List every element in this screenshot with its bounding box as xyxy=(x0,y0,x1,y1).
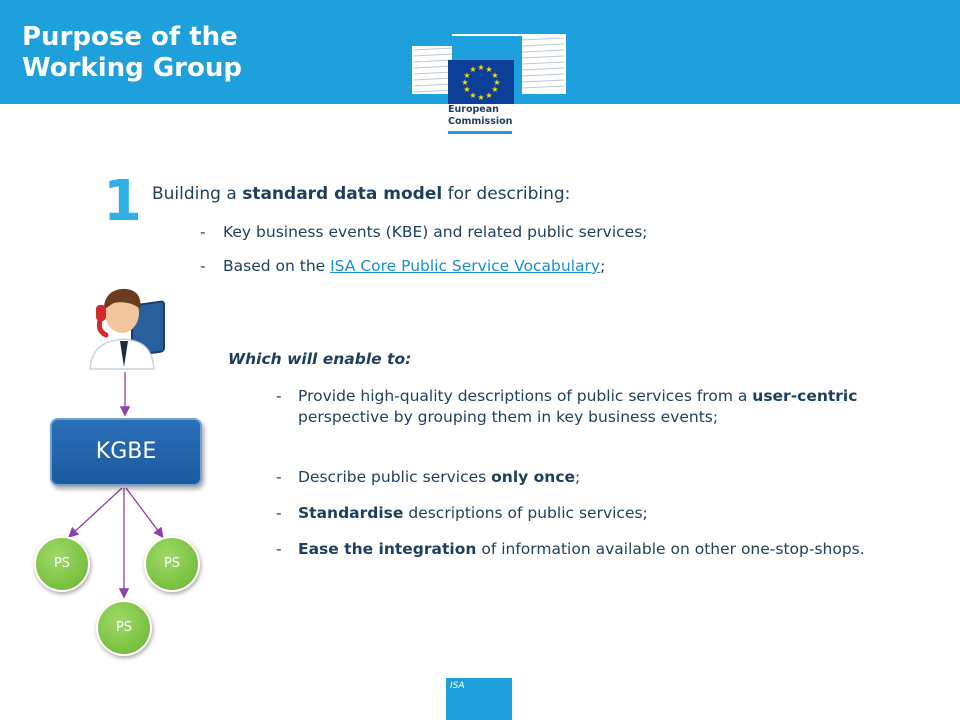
slide-title: Purpose of the Working Group xyxy=(22,22,242,83)
ps-node-right: PS xyxy=(144,536,200,592)
enable-item-bold: user-centric xyxy=(752,387,858,405)
enable-item-text: Describe public services xyxy=(298,468,492,486)
svg-text:★: ★ xyxy=(477,93,485,102)
bullet-dash: - xyxy=(276,504,282,522)
logo-underline xyxy=(448,131,512,134)
svg-text:★: ★ xyxy=(463,71,471,80)
arrow-kgbe-to-ps-right xyxy=(126,488,162,536)
enable-item-user-centric xyxy=(276,386,876,428)
intro-prefix: Building a xyxy=(152,184,243,204)
ps-node-bottom: PS xyxy=(96,600,152,656)
enable-item-bold: Ease the integration xyxy=(298,540,477,558)
bullet-dash: - xyxy=(200,223,206,241)
bullet-kbe xyxy=(200,222,820,243)
logo-text-commission: Commission xyxy=(448,116,513,127)
svg-text:★: ★ xyxy=(491,71,499,80)
bullet-dash: - xyxy=(200,257,206,275)
svg-text:★: ★ xyxy=(461,78,469,87)
section-number: 1 xyxy=(103,169,142,234)
bullet-vocabulary-suffix: ; xyxy=(600,257,606,275)
bullet-vocabulary-prefix: Based on the xyxy=(223,257,331,275)
enable-item-integration xyxy=(276,539,876,560)
logo-text-european: European xyxy=(448,104,499,115)
svg-text:★: ★ xyxy=(491,85,499,94)
svg-text:★: ★ xyxy=(469,91,477,100)
bullet-dash: - xyxy=(276,468,282,486)
enable-item-only-once xyxy=(276,467,876,488)
enable-item-standardise xyxy=(276,503,876,524)
ps-node-left: PS xyxy=(34,536,90,592)
enable-item-text: ; xyxy=(575,468,581,486)
enable-item-bold: Standardise xyxy=(298,504,404,522)
bullet-vocabulary xyxy=(200,256,820,277)
svg-text:★: ★ xyxy=(463,85,471,94)
bullet-dash: - xyxy=(276,540,282,558)
svg-text:★: ★ xyxy=(493,78,501,87)
enable-item-bold: only once xyxy=(491,468,576,486)
cpsv-link[interactable]: ISA Core Public Service Vocabulary xyxy=(330,257,601,275)
svg-text:★: ★ xyxy=(469,65,477,74)
intro-suffix: for describing: xyxy=(442,184,571,204)
enable-item-text: of information available on other one-stop-shops. xyxy=(476,540,865,558)
enable-item-text: descriptions of public services; xyxy=(403,504,648,522)
enable-heading: Which will enable to: xyxy=(228,350,412,368)
svg-text:★: ★ xyxy=(485,91,493,100)
enable-item-text: perspective by grouping them in key business events; xyxy=(298,408,719,426)
kgbe-node: KGBE xyxy=(50,418,202,486)
isa-footer-box: ISA xyxy=(446,678,512,720)
bullet-dash: - xyxy=(276,387,282,405)
bullet-kbe-text: Key business events (KBE) and related public services; xyxy=(223,223,648,241)
arrow-kgbe-to-ps-left xyxy=(70,488,122,536)
svg-text:★: ★ xyxy=(477,63,485,72)
enable-item-text: Provide high-quality descriptions of public services from a xyxy=(298,387,753,405)
svg-text:★: ★ xyxy=(485,65,493,74)
intro-bold: standard data model xyxy=(242,184,443,204)
call-center-person-icon xyxy=(80,283,170,373)
